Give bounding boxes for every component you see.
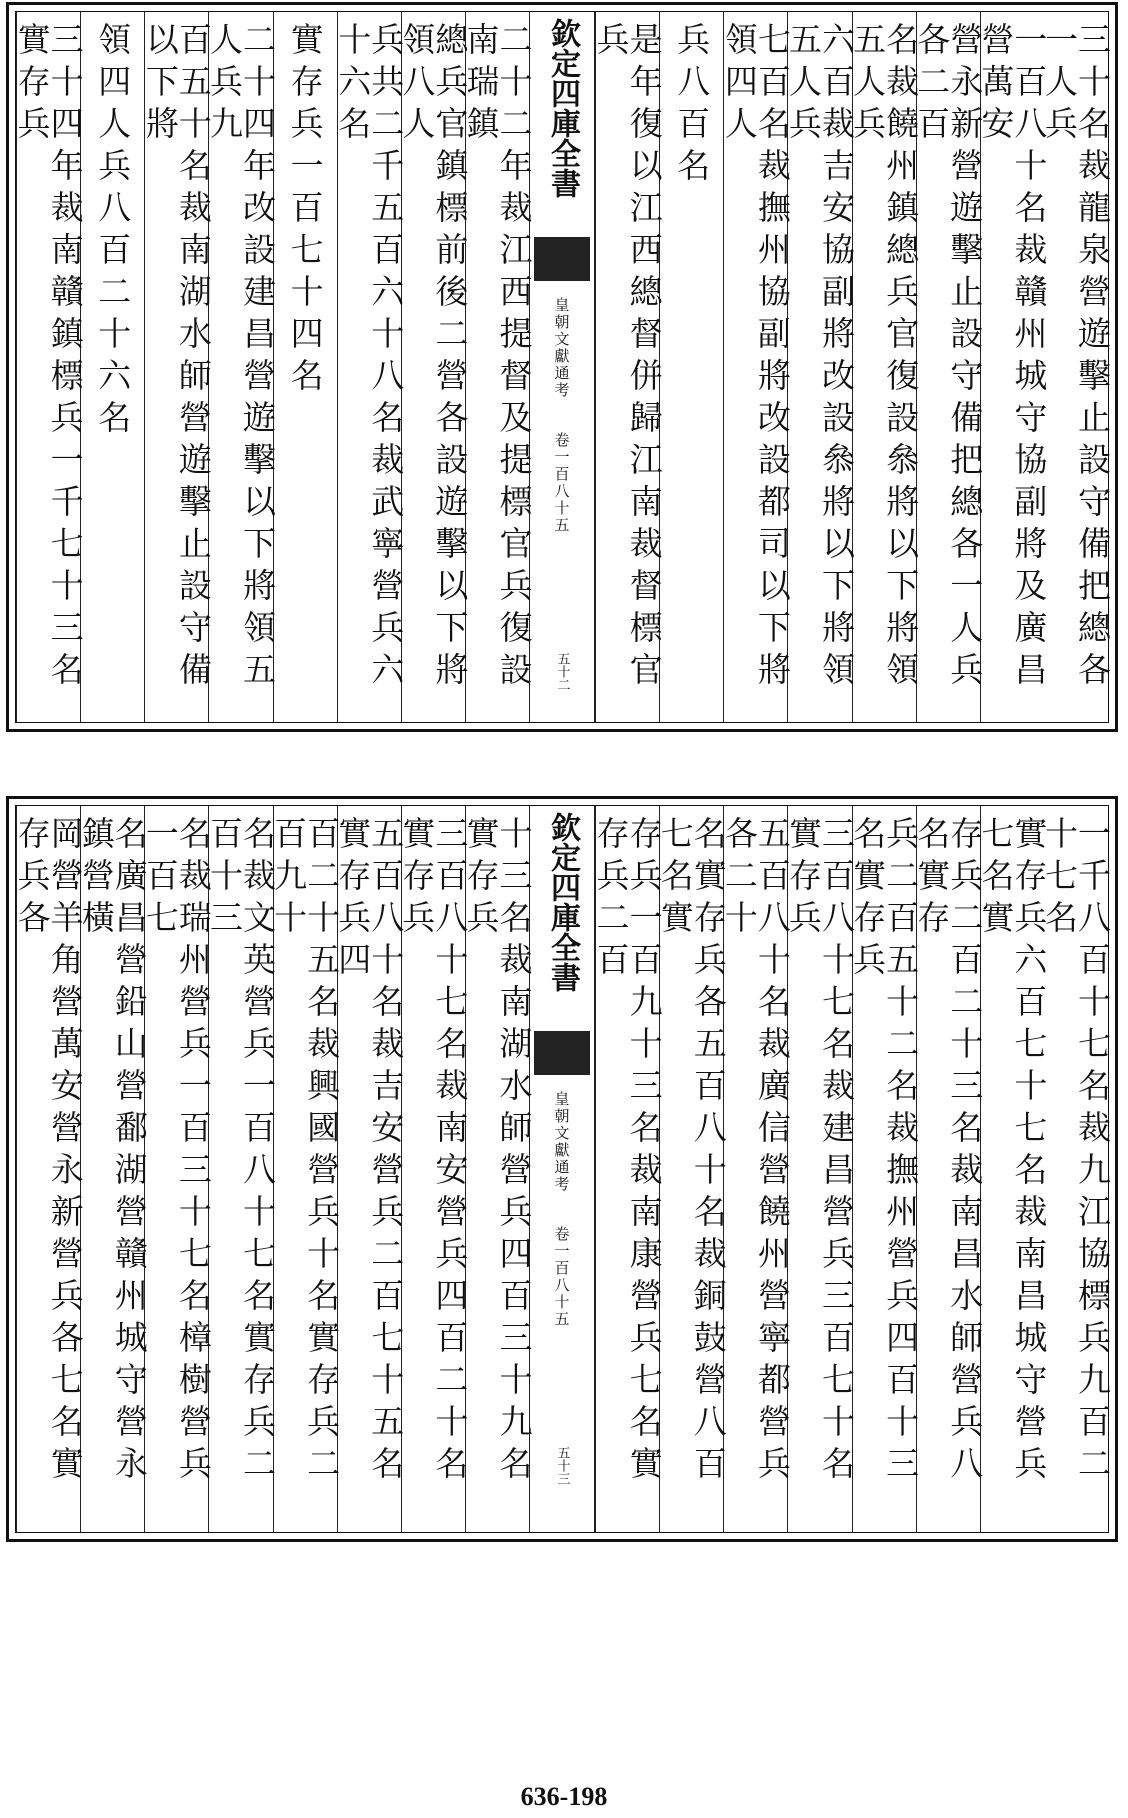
column-text: 百二十五名裁興國營兵十名實存兵二百九十	[269, 816, 342, 1488]
spine-page-number: 五十二	[554, 652, 570, 691]
bottom-page-body	[12, 805, 1112, 1533]
text-column	[719, 806, 792, 1532]
spine-page-number: 五十三	[554, 1446, 570, 1485]
fishtail-mark	[534, 237, 590, 281]
column-text: 名裁文英營兵一百八十七名實存兵二百十三	[204, 816, 277, 1488]
column-text: 總兵官鎮標前後二營各設遊擊以下將領八人	[397, 22, 470, 694]
text-column	[204, 806, 277, 1532]
column-text: 二十二年裁江西提督及提標官兵復設南瑞鎮	[461, 22, 534, 694]
column-text: 二十四年改設建昌營遊擊以下將領五人兵九	[204, 22, 277, 694]
spine-title: 欽定四庫全書	[545, 18, 580, 198]
text-column	[783, 12, 856, 722]
text-column	[591, 12, 664, 722]
text-column	[719, 12, 792, 722]
column-text: 三百八十七名裁建昌營兵三百七十名實存兵	[783, 816, 856, 1488]
text-column	[1039, 806, 1112, 1532]
top-page-body	[12, 11, 1112, 723]
text-column	[655, 806, 728, 1532]
column-text: 名廣昌營鉛山營鄱湖營贛州城守營永鎮營橫	[76, 816, 149, 1488]
column-text: 岡營羊角營萬安營永新營兵各七名實存兵各	[12, 816, 85, 1488]
text-column	[397, 806, 470, 1532]
page-number: 636-198	[520, 1782, 608, 1811]
column-text: 十三名裁南湖水師營兵四百三十九名實存兵	[461, 816, 534, 1488]
text-column	[273, 12, 337, 722]
text-column	[140, 806, 213, 1532]
text-column	[12, 12, 85, 722]
column-text: 一千八百十七名裁九江協標兵九百二十七名	[1039, 816, 1112, 1488]
column-text: 是年復以江西總督併歸江南裁督標官兵	[591, 22, 664, 694]
text-column	[659, 12, 723, 722]
column-text: 三百八十七名裁南安營兵四百二十名實存兵	[397, 816, 470, 1488]
text-column	[80, 12, 144, 722]
spine-subtitle: 皇朝文獻通考	[552, 1091, 571, 1193]
column-text: 存兵一百九十三名裁南康營兵七名實存兵二百	[591, 816, 664, 1488]
column-text: 兵二百五十二名裁撫州營兵四百十三名實存兵	[848, 816, 921, 1488]
text-column	[848, 806, 921, 1532]
text-column	[140, 12, 213, 722]
column-text: 一百八十名裁贛州城守協副將及廣昌營萬安	[976, 22, 1049, 694]
book-spine	[529, 12, 595, 722]
bottom-page-panel	[6, 796, 1118, 1542]
column-text: 名裁瑞州營兵一百三十七名樟樹營兵一百七	[140, 816, 213, 1488]
column-text: 領四人兵八百二十六名	[93, 22, 133, 442]
column-text: 實存兵六百七十七名裁南昌城守營兵七名實	[976, 816, 1049, 1488]
column-text: 營永新營遊擊止設守備把總各一人兵各二百	[912, 22, 985, 694]
text-column	[591, 806, 664, 1532]
spine-subtitle: 皇朝文獻通考	[552, 297, 571, 399]
column-text: 存兵二百二十三名裁南昌水師營兵八名實存	[912, 816, 985, 1488]
column-text: 三十名裁龍泉營遊擊止設守備把總各一人兵	[1039, 22, 1112, 694]
book-spine	[529, 806, 595, 1532]
text-column	[269, 806, 342, 1532]
fishtail-mark	[534, 1031, 590, 1075]
text-column	[912, 12, 985, 722]
text-column	[397, 12, 470, 722]
text-column	[204, 12, 277, 722]
column-text: 三十四年裁南贛鎮標兵一千七十三名實存兵	[12, 22, 85, 694]
column-text: 五百八十名裁吉安營兵二百七十五名實存兵四	[333, 816, 406, 1488]
column-text: 六百裁吉安協副將改設叅將以下將領五人兵	[783, 22, 856, 694]
text-column	[76, 806, 149, 1532]
column-text: 兵共二千五百六十八名裁武寧營兵六十六名	[333, 22, 406, 694]
spine-title: 欽定四庫全書	[545, 812, 580, 992]
text-column	[1039, 12, 1112, 722]
column-text: 名裁饒州鎮總兵官復設叅將以下將領五人兵	[848, 22, 921, 694]
column-text: 五百八十名裁廣信營饒州營寧都營兵各二十	[719, 816, 792, 1488]
text-column	[12, 806, 85, 1532]
text-column	[976, 806, 1049, 1532]
text-column	[976, 12, 1049, 722]
text-column	[333, 12, 406, 722]
top-page-panel	[6, 2, 1118, 732]
column-text: 名實存兵各五百八十名裁銅鼓營八百七名實	[655, 816, 728, 1488]
text-column	[912, 806, 985, 1532]
text-column	[461, 806, 534, 1532]
spine-volume: 卷一百八十五	[552, 1226, 571, 1328]
text-column	[783, 806, 856, 1532]
text-column	[333, 806, 406, 1532]
column-text: 實存兵一百七十四名	[285, 22, 325, 400]
text-column	[848, 12, 921, 722]
column-text: 兵八百名	[672, 22, 712, 190]
spine-volume: 卷一百八十五	[552, 432, 571, 534]
column-text: 百五十名裁南湖水師營遊擊止設守備以下將	[140, 22, 213, 694]
column-text: 七百名裁撫州協副將改設都司以下將領四人	[719, 22, 792, 694]
text-column	[461, 12, 534, 722]
